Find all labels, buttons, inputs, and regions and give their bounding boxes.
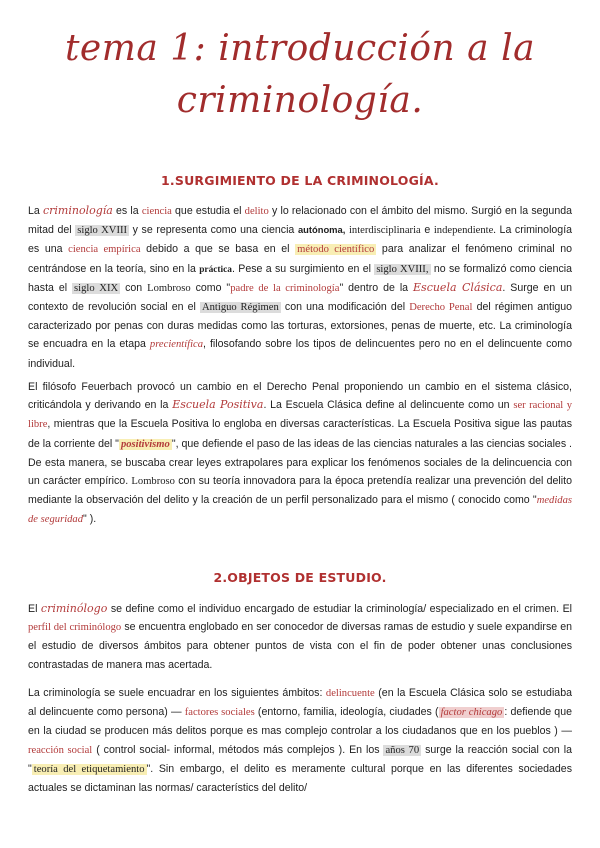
section-2-paragraph-2: La criminología se suele encuadrar en los siguientes ámbitos: delincuente (en la Escuela Clásica solo se estudiaba al delincuente como persona) — factores sociales (entorno, familia, ideología, ciudades ( factor chicago : defiende que en la ciudad se producen más delitos porque es mas complejo controlar a los ciudadanos que en los pueblos ) — reacción social ( control social- informal, métodos más complejos ). En los años 70 surge la reacción social con la " teoría del etiquetamiento ". Sin embargo, el delito es meramente cultural porque en las diferentes sociedades actuales se dictaminan las normas/ característics del delito/ — [28, 687, 573, 795]
page-title-line-2: criminología. — [176, 80, 424, 121]
section-2-heading: 2.OBJETOS DE ESTUDIO. — [213, 570, 387, 585]
section-1-paragraph-2: El filósofo Feuerbach provocó un cambio en el Derecho Penal proponiendo un cambio en el sistema clásico, criticándola y derivando en la Escuela Positiva. La Escuela Clásica define al delincuente como un ser racional y libre, mientras que la Escuela Positiva lo engloba en diversas características. La Escuela Positiva sigue las pautas de la corriente del " positivismo ", que defiende el paso de las ideas de las ciencias naturales a las ciencias sociales . De esta manera, se buscaba crear leyes extrapolares para explicar los fenómenos sociales de la delincuencia con un carácter empírico. Lombroso con su teoría innovadora para la época pretendía realizar una prevención del delito mediante la observación del delito y la creación de un perfil personalizado para el mismo ( conocido como "medidas de seguridad" ). — [28, 381, 573, 526]
section-2-paragraph-1: El criminólogo se define como el individuo encargado de estudiar la criminología/ especializado en el crimen. El perfil del criminólogo se encuentra englobado en ser conocedor de diversas ramas de estudio y suele expandirse en el estudio de diversos ámbitos para obtener puntos de vista con el fin de poder obtener unas conclusiones contrastadas de manera mas acertada. — [28, 602, 572, 671]
section-1-paragraph-1: La criminología es la ciencia que estudia el delito y lo relacionado con el ámbito del mismo. Surgió en la segunda mitad del siglo XVIII y se representa como una ciencia autónoma, interdisciplinaria e independiente. La criminología es una ciencia empírica debido a que se basa en el método científico para analizar el fenómeno criminal no centrándose en la teoría, sino en la práctica. Pese a su surgimiento en el siglo XVIII, no se formalizó como ciencia hasta el siglo XIX con Lombroso como "padre de la criminología" dentro de la Escuela Clásica. Surge en un contexto de revolución social en el Antiguo Régimen con una modificación del Derecho Penal del régimen antiguo caracterizado por penas con duras medidas como las torturas, extorsiones, penas de muerte, etc. La criminología se encuadra en la etapa precientífica, filosofando sobre los tipos de delincuentes pero no en el delincuente como individual. — [28, 204, 573, 370]
page-title-line-1: tema 1: introducción a la — [64, 28, 536, 69]
section-1-heading: 1.SURGIMIENTO DE LA CRIMINOLOGÍA. — [161, 173, 439, 188]
